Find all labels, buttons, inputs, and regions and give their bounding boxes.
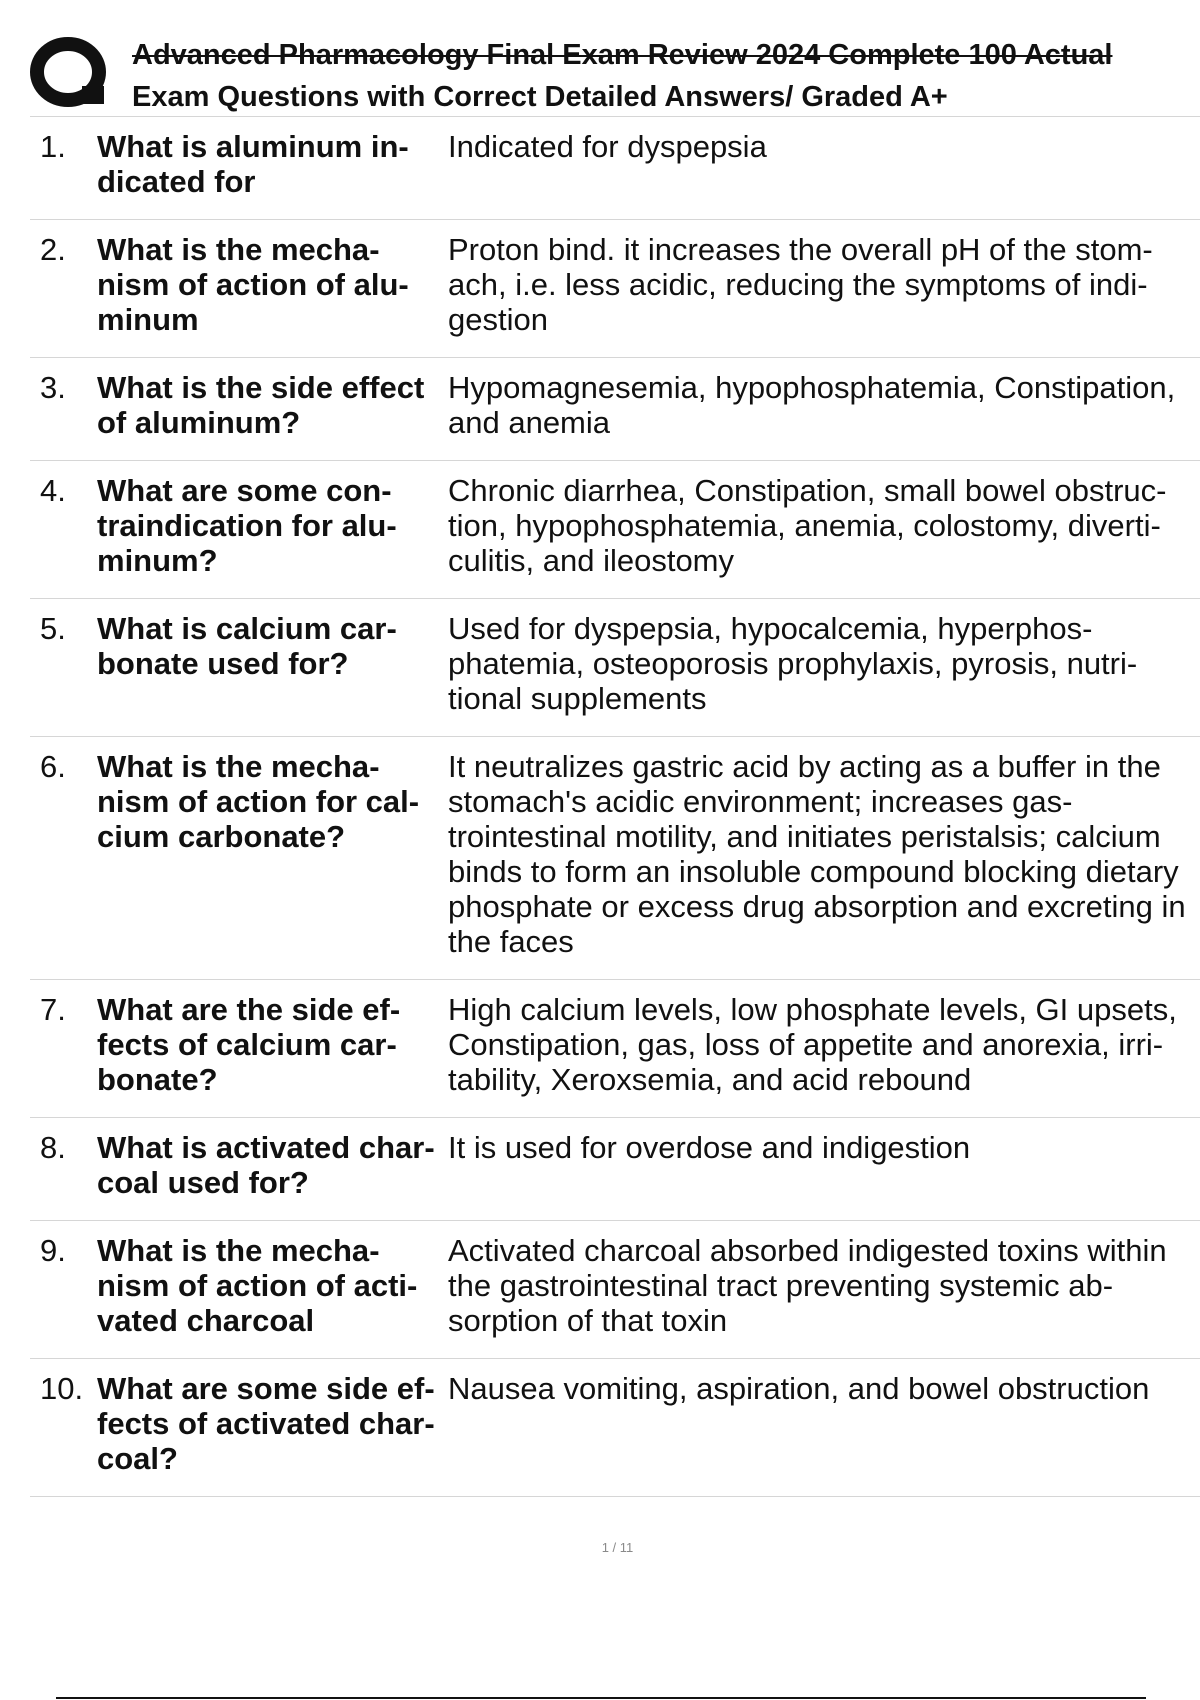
question-text: What is calcium carbonate used for? — [96, 599, 447, 737]
answer-text: It neutralizes gastric acid by acting as a buffer in the stomach's acidic environment; increases gastrointestinal motility, and initiates peristalsis; calcium binds to form an insoluble compound blocking dietary phosphate or excess drug absorption and excreting in the faces — [447, 737, 1200, 980]
question-text: What is aluminum indicated for — [96, 117, 447, 220]
question-number: 9. — [30, 1221, 96, 1359]
q-logo-icon — [30, 34, 112, 110]
question-number: 10. — [30, 1359, 96, 1497]
question-answer-table — [30, 117, 1200, 1497]
question-text: What are some contraindication for aluminum? — [96, 461, 447, 599]
question-text: What is the side effect of aluminum? — [96, 358, 447, 461]
question-text: What are the side effects of calcium carbonate? — [96, 980, 447, 1118]
document-title-line-2: Exam Questions with Correct Detailed Answers/ Graded A+ — [132, 81, 948, 113]
question-text: What is activated charcoal used for? — [96, 1118, 447, 1221]
document-title-line-1: Advanced Pharmacology Final Exam Review 2024 Complete 100 Actual — [132, 39, 1113, 71]
answer-text: Nausea vomiting, aspiration, and bowel obstruction — [447, 1359, 1200, 1497]
table-row — [30, 737, 1200, 980]
answer-text: It is used for overdose and indigestion — [447, 1118, 1200, 1221]
answer-text: Used for dyspepsia, hypocalcemia, hyperphosphatemia, osteoporosis prophylaxis, pyrosis, nutritional supplements — [447, 599, 1200, 737]
document-title — [132, 34, 1200, 118]
answer-text: Proton bind. it increases the overall pH of the stomach, i.e. less acidic, reducing the symptoms of indigestion — [447, 220, 1200, 358]
table-row — [30, 980, 1200, 1118]
question-number: 6. — [30, 737, 96, 980]
table-row — [30, 220, 1200, 358]
question-number: 3. — [30, 358, 96, 461]
answer-text: Indicated for dyspepsia — [447, 117, 1200, 220]
answer-text: Activated charcoal absorbed indigested toxins within the gastrointestinal tract preventing systemic absorption of that toxin — [447, 1221, 1200, 1359]
table-row — [30, 1359, 1200, 1497]
question-text: What is the mechanism of action of activated charcoal — [96, 1221, 447, 1359]
table-row — [30, 599, 1200, 737]
question-number: 7. — [30, 980, 96, 1118]
page-number: 1 / 11 — [601, 1540, 634, 1555]
answer-text: Hypomagnesemia, hypophosphatemia, Constipation, and anemia — [447, 358, 1200, 461]
table-row — [30, 1221, 1200, 1359]
table-row — [30, 1118, 1200, 1221]
question-number: 1. — [30, 117, 96, 220]
question-number: 8. — [30, 1118, 96, 1221]
table-row — [30, 358, 1200, 461]
question-text: What are some side effects of activated charcoal? — [96, 1359, 447, 1497]
question-number: 4. — [30, 461, 96, 599]
page-header — [30, 32, 1200, 117]
question-number: 2. — [30, 220, 96, 358]
table-row — [30, 117, 1200, 220]
footer-divider — [56, 1697, 1146, 1699]
table-row — [30, 461, 1200, 599]
question-number: 5. — [30, 599, 96, 737]
answer-text: High calcium levels, low phosphate levels, GI upsets, Constipation, gas, loss of appetite and anorexia, irritability, Xeroxsemia, and acid rebound — [447, 980, 1200, 1118]
question-text: What is the mechanism of action for calcium carbonate? — [96, 737, 447, 980]
question-text: What is the mechanism of action of aluminum — [96, 220, 447, 358]
answer-text: Chronic diarrhea, Constipation, small bowel obstruction, hypophosphatemia, anemia, colostomy, diverticulitis, and ileostomy — [447, 461, 1200, 599]
